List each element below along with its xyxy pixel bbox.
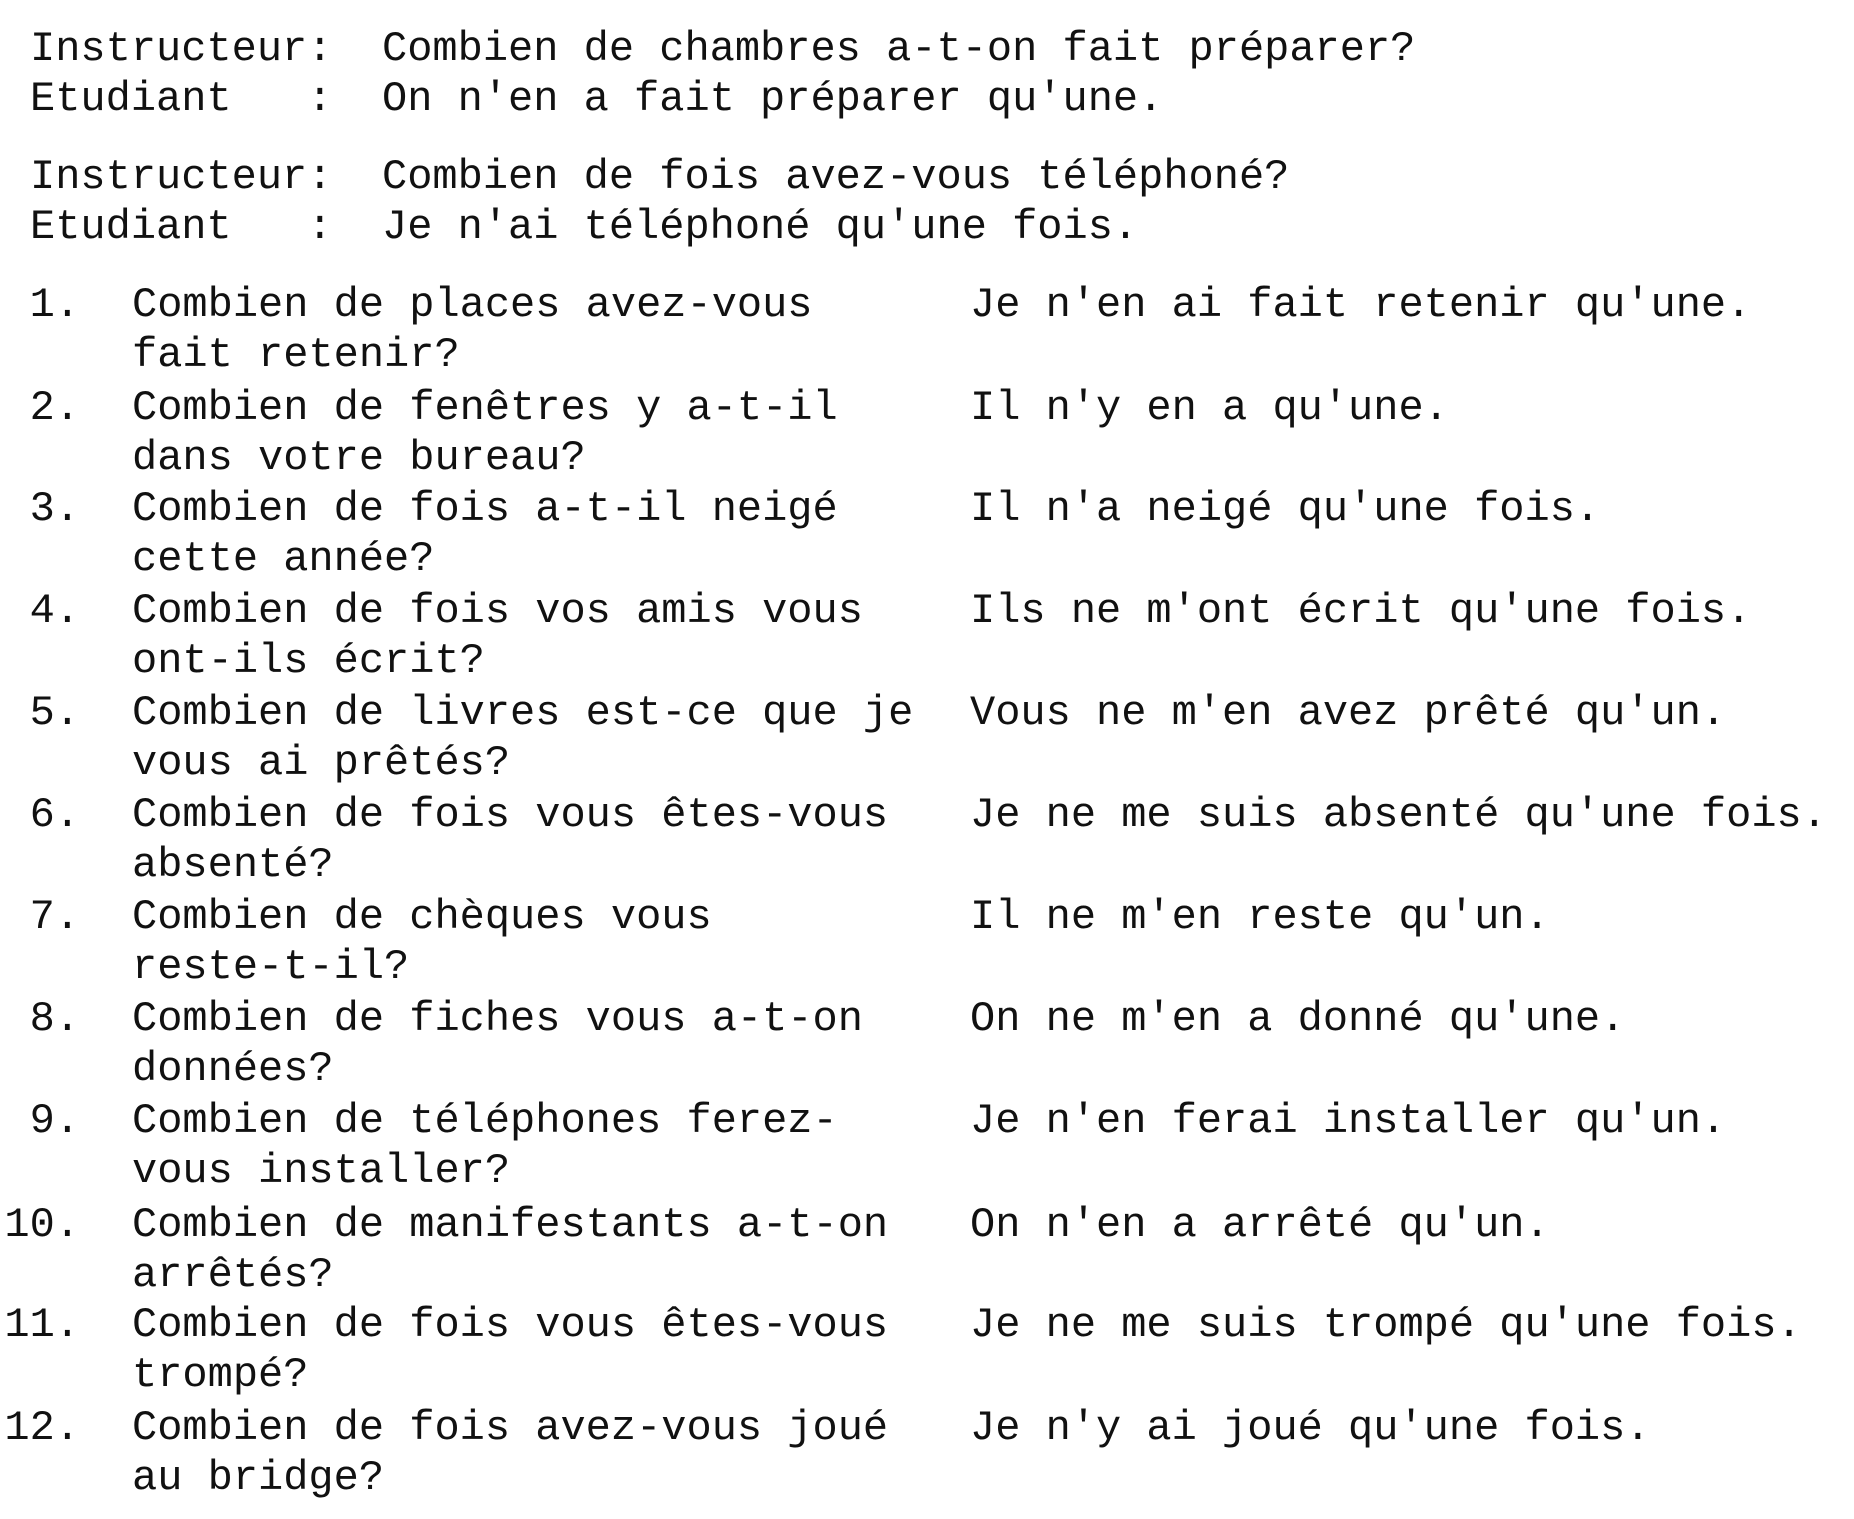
question-line-1: Combien de livres est-ce que je [132, 689, 914, 737]
question-line-2: vous installer? [132, 1147, 511, 1195]
question-line-1: Combien de manifestants a-t-on [132, 1201, 889, 1249]
drill-number: 10. [4, 1201, 80, 1249]
drill-item-10 [0, 1200, 1854, 1300]
question-line-1: Combien de chèques vous [132, 893, 712, 941]
drill-question [132, 892, 962, 992]
question-line-2: données? [132, 1045, 334, 1093]
question-line-2: trompé? [132, 1351, 309, 1399]
drill-answer: Je n'y ai joué qu'une fois. [970, 1404, 1651, 1452]
drill-answer: Ils ne m'ont écrit qu'une fois. [970, 587, 1752, 635]
drill-item-2 [0, 383, 1854, 483]
drill-number: 12. [4, 1404, 80, 1452]
instructor-label: Instructeur: [30, 25, 333, 73]
drill-item-4 [0, 586, 1854, 686]
drill-number: 8. [29, 995, 80, 1043]
question-line-2: vous ai prêtés? [132, 739, 511, 787]
drill-answer: On ne m'en a donné qu'une. [970, 995, 1626, 1043]
drill-number: 5. [29, 689, 80, 737]
drill-question [132, 1200, 962, 1300]
instructor-prompt: Combien de chambres a-t-on fait préparer? [382, 25, 1416, 73]
drill-item-11 [0, 1300, 1854, 1400]
instructor-label: Instructeur: [30, 153, 333, 201]
question-line-2: ont-ils écrit? [132, 637, 485, 685]
question-line-2: reste-t-il? [132, 943, 410, 991]
drill-question [132, 994, 962, 1094]
drill-answer: Il n'a neigé qu'une fois. [970, 485, 1601, 533]
drill-number: 11. [4, 1301, 80, 1349]
drill-number: 1. [29, 281, 80, 329]
drill-question [132, 586, 962, 686]
question-line-2: dans votre bureau? [132, 434, 586, 482]
drill-number: 3. [29, 485, 80, 533]
drill-item-3 [0, 484, 1854, 584]
instructor-prompt: Combien de fois avez-vous téléphoné? [382, 153, 1290, 201]
drill-item-6 [0, 790, 1854, 890]
drill-answer: Je ne me suis trompé qu'une fois. [970, 1301, 1802, 1349]
drill-question [132, 484, 962, 584]
question-line-2: au bridge? [132, 1454, 385, 1502]
drill-answer: Vous ne m'en avez prêté qu'un. [970, 689, 1727, 737]
drill-number: 4. [29, 587, 80, 635]
drill-number: 7. [29, 893, 80, 941]
drill-number: 9. [29, 1097, 80, 1145]
question-line-1: Combien de fiches vous a-t-on [132, 995, 863, 1043]
question-line-1: Combien de fois vous êtes-vous [132, 791, 889, 839]
drill-item-9 [0, 1096, 1854, 1196]
student-response: Je n'ai téléphoné qu'une fois. [382, 203, 1139, 251]
drill-question [132, 688, 962, 788]
question-line-1: Combien de places avez-vous [132, 281, 813, 329]
question-line-1: Combien de fois vos amis vous [132, 587, 863, 635]
question-line-1: Combien de fois vous êtes-vous [132, 1301, 889, 1349]
question-line-1: Combien de téléphones ferez- [132, 1097, 838, 1145]
drill-item-1 [0, 280, 1854, 380]
drill-answer: Je n'en ai fait retenir qu'une. [970, 281, 1752, 329]
drill-item-7 [0, 892, 1854, 992]
drill-item-12 [0, 1403, 1854, 1503]
student-label: Etudiant : [30, 203, 333, 251]
drill-answer: Je n'en ferai installer qu'un. [970, 1097, 1727, 1145]
question-line-2: arrêtés? [132, 1251, 334, 1299]
drill-question [132, 1096, 962, 1196]
question-line-2: absenté? [132, 841, 334, 889]
drill-item-8 [0, 994, 1854, 1094]
question-line-2: cette année? [132, 535, 435, 583]
drill-question [132, 1403, 962, 1503]
drill-answer: On n'en a arrêté qu'un. [970, 1201, 1550, 1249]
question-line-1: Combien de fois a-t-il neigé [132, 485, 838, 533]
question-line-1: Combien de fois avez-vous joué [132, 1404, 889, 1452]
student-response: On n'en a fait préparer qu'une. [382, 75, 1164, 123]
student-label: Etudiant : [30, 75, 333, 123]
drill-number: 6. [29, 791, 80, 839]
question-line-1: Combien de fenêtres y a-t-il [132, 384, 838, 432]
drill-question [132, 790, 962, 890]
question-line-2: fait retenir? [132, 331, 460, 379]
drill-answer: Je ne me suis absenté qu'une fois. [970, 791, 1827, 839]
drill-item-5 [0, 688, 1854, 788]
drill-question [132, 280, 962, 380]
drill-question [132, 383, 962, 483]
drill-question [132, 1300, 962, 1400]
drill-number: 2. [29, 384, 80, 432]
drill-answer: Il n'y en a qu'une. [970, 384, 1449, 432]
drill-answer: Il ne m'en reste qu'un. [970, 893, 1550, 941]
